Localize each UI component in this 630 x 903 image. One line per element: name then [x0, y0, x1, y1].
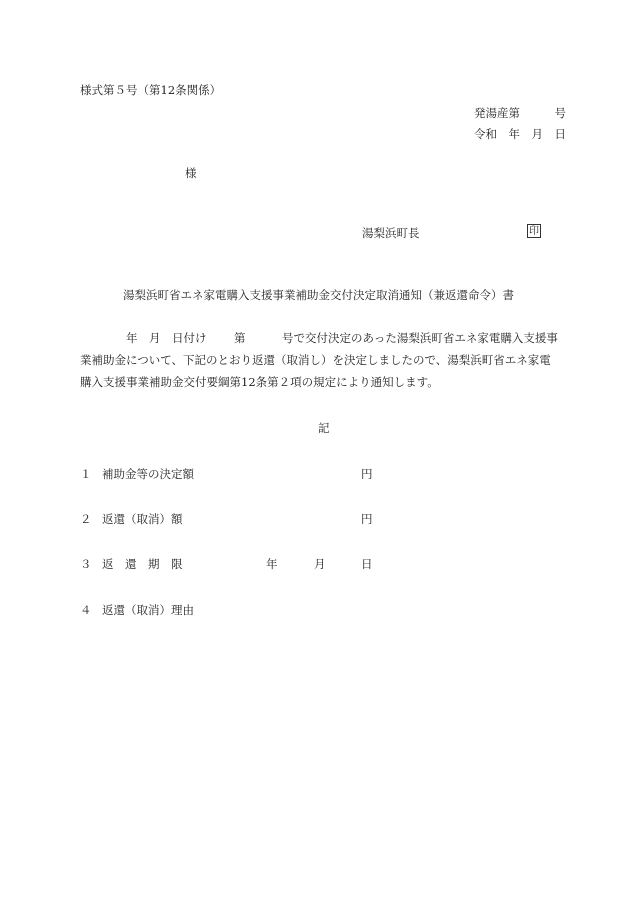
item-2-unit: 円	[361, 512, 373, 526]
ki-heading: 記	[318, 421, 330, 435]
item-3-number: ３	[80, 557, 92, 571]
form-number: 様式第５号（第12条関係）	[80, 83, 222, 97]
item-3-month: 月	[314, 557, 326, 571]
item-4-number: ４	[80, 603, 92, 617]
document-date: 令和 年 月 日	[474, 127, 566, 141]
seal-mark: 印	[529, 226, 539, 237]
item-2-label: 返還（取消）額	[102, 512, 183, 526]
body-line-2: 業補助金について、下記のとおり返還（取消し）を決定しましたので、湯梨浜町省エネ家電	[80, 353, 551, 367]
body-line-3: 購入支援事業補助金交付要綱第12条第２項の規定により通知します。	[80, 375, 439, 389]
recipient-suffix: 様	[185, 166, 197, 180]
document-title: 湯梨浜町省エネ家電購入支援事業補助金交付決定取消通知（兼返還命令）書	[123, 288, 514, 302]
item-1-unit: 円	[361, 467, 373, 481]
body-number-prefix: 第	[234, 331, 246, 345]
item-3-year: 年	[266, 557, 278, 571]
document-number: 発湯産第 号	[474, 106, 566, 120]
issuer-name: 湯梨浜町長	[362, 226, 420, 240]
item-3-label: 返 還 期 限	[102, 557, 183, 571]
item-3-day: 日	[361, 557, 373, 571]
item-1-number: １	[80, 467, 92, 481]
body-date-placeholder: 年 月 日付け	[126, 331, 207, 345]
body-line-1: 号で交付決定のあった湯梨浜町省エネ家電購入支援事	[282, 331, 558, 345]
item-1-label: 補助金等の決定額	[102, 467, 194, 481]
item-4-label: 返還（取消）理由	[102, 603, 194, 617]
item-2-number: ２	[80, 512, 92, 526]
